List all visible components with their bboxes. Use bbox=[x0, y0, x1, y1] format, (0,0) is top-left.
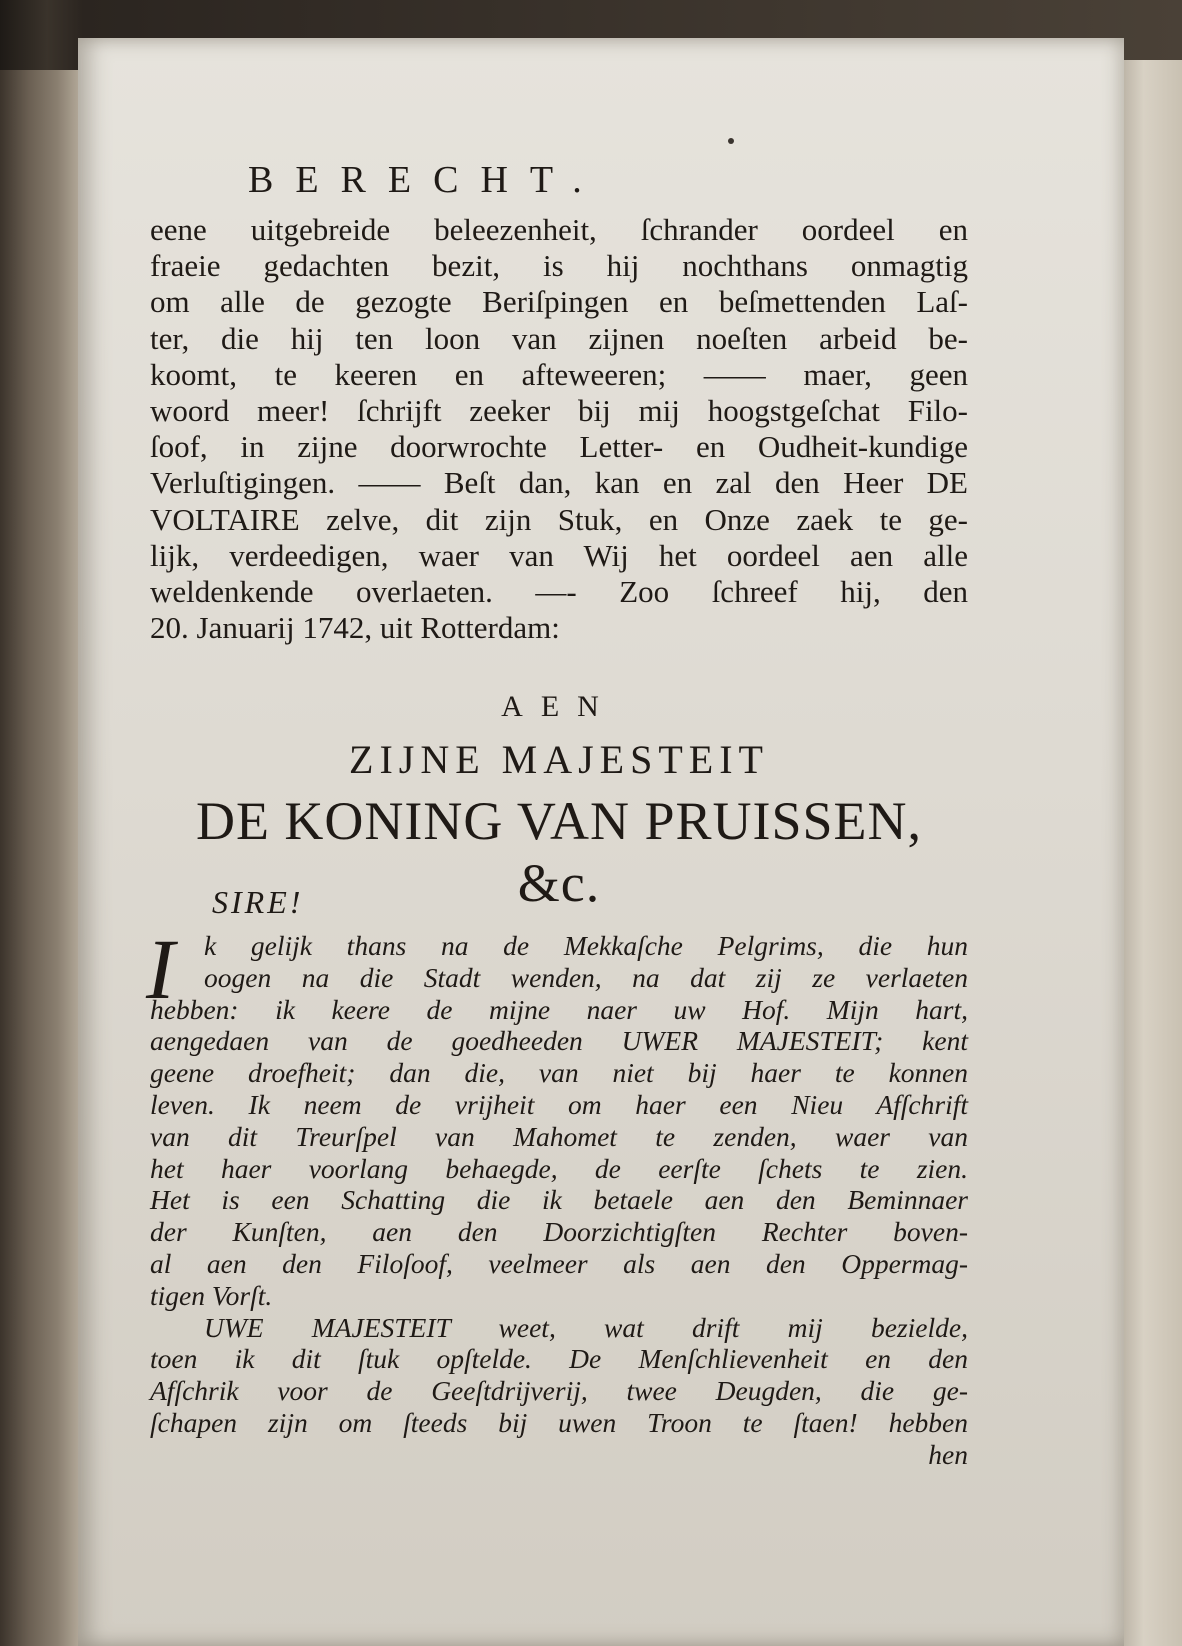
body-line: Verluſtigingen. —— Beſt dan, kan en zal den Heer DE bbox=[150, 465, 968, 501]
body-line: eene uitgebreide beleezenheit, ſchrander oordeel en bbox=[150, 212, 968, 247]
address-majesteit: ZIJNE MAJESTEIT bbox=[349, 737, 769, 782]
body-line: lijk, verdeedigen, waer van Wij het oordeel aen alle bbox=[150, 537, 968, 573]
letter-line: het haer voorlang behaegde, de eerſte ſchets te zien. bbox=[150, 1152, 968, 1184]
body-line: ſoof, in zijne doorwrochte Letter- en Oudheit-kundige bbox=[150, 429, 968, 465]
letter-line: Het is een Schatting die ik betaele aen den Beminnaer bbox=[150, 1184, 968, 1216]
facing-page-edge bbox=[1118, 60, 1182, 1646]
letter-line: al aen den Filoſoof, veelmeer als aen den Oppermag- bbox=[150, 1247, 968, 1279]
letter-line: oogen na die Stadt wenden, na dat zij ze verlaeten bbox=[204, 961, 968, 993]
address-aen: AEN bbox=[501, 690, 617, 723]
letter-text bbox=[150, 930, 968, 1471]
body-line: fraeie gedachten bezit, is hij nochthans onmagtig bbox=[150, 248, 968, 284]
body-line: woord meer! ſchrijft zeeker bij mij hoogstgeſchat Filo- bbox=[150, 393, 968, 429]
book-spine-edge bbox=[0, 70, 82, 1646]
letter-line: van dit Treurſpel van Mahomet te zenden, waer van bbox=[150, 1120, 968, 1152]
body-line: VOLTAIRE zelve, dit zijn Stuk, en Onze zaek te ge- bbox=[150, 501, 968, 537]
letter-line: k gelijk thans na de Mekkaſche Pelgrims, die hun bbox=[204, 930, 968, 961]
body-line: koomt, te keeren en afteweeren; —— maer, geen bbox=[150, 356, 968, 392]
letter-line: leven. Ik neem de vrijheit om haer een Nieu Afſchrift bbox=[150, 1088, 968, 1120]
letter-line: ſchapen zijn om ſteeds bij uwen Troon te ſtaen! hebben bbox=[150, 1406, 968, 1438]
letter-line: tigen Vorſt. bbox=[150, 1279, 273, 1311]
letter-line: UWE MAJESTEIT weet, wat drift mij bezielde, bbox=[204, 1311, 968, 1343]
letter-line: aengedaen van de goedheeden UWER MAJESTEIT; kent bbox=[150, 1025, 968, 1057]
catchword: hen bbox=[928, 1438, 968, 1470]
body-text bbox=[150, 212, 968, 646]
body-line: weldenkende overlaeten. —- Zoo ſchreef hij, den bbox=[150, 574, 968, 610]
ink-speck bbox=[728, 138, 734, 144]
running-header: BERECHT. bbox=[248, 159, 604, 201]
salutation: SIRE! bbox=[212, 884, 304, 920]
letter-line: Afſchrik voor de Geeſtdrijverij, twee Deugden, die ge- bbox=[150, 1375, 968, 1407]
letter-line: toen ik dit ſtuk opſtelde. De Menſchlievenheit en den bbox=[150, 1343, 968, 1375]
letter-line: der Kunſten, aen den Doorzichtigſten Rechter boven- bbox=[150, 1216, 968, 1248]
letter-line: geene droefheit; dan die, van niet bij haer te konnen bbox=[150, 1057, 968, 1089]
body-line: om alle de gezogte Beriſpingen en beſmettenden Laſ- bbox=[150, 284, 968, 320]
letter-line: hebben: ik keere de mijne naer uw Hof. Mijn hart, bbox=[150, 993, 968, 1025]
body-line: 20. Januarij 1742, uit Rotterdam: bbox=[150, 610, 560, 646]
address-koning: DE KONING VAN PRUISSEN, &c. bbox=[195, 791, 923, 913]
drop-cap: I bbox=[146, 921, 175, 1017]
body-line: ter, die hij ten loon van zijnen noeſten arbeid be- bbox=[150, 320, 968, 356]
